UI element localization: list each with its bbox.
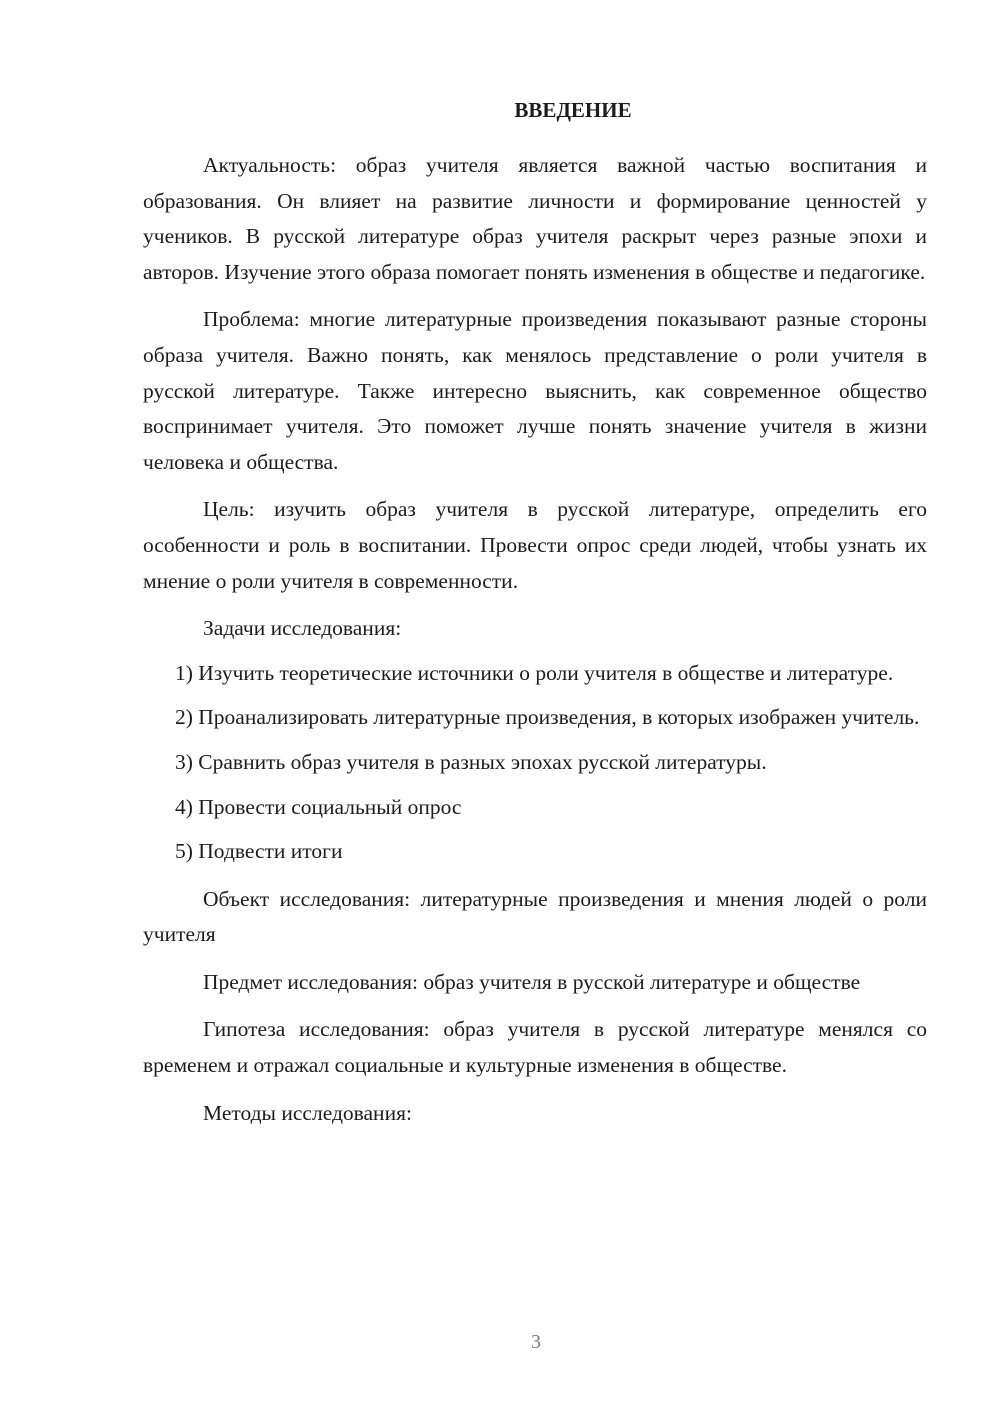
paragraph-object: Объект исследования: литературные произведения и мнения людей о роли учителя: [143, 886, 927, 947]
task-item-3: 3) Сравнить образ учителя в разных эпохах русской литературы.: [175, 749, 767, 774]
paragraph-subject: Предмет исследования: образ учителя в русской литературе и обществе: [203, 969, 861, 994]
page-title: ВВЕДЕНИЕ: [514, 98, 632, 122]
task-item-2: 2) Проанализировать литературные произведения, в которых изображен учитель.: [175, 705, 920, 730]
tasks-heading: Задачи исследования:: [203, 616, 402, 641]
paragraph-hypothesis: Гипотеза исследования: образ учителя в русской литературе менялся со временем и отражал социальные и культурные изменения в обществе.: [143, 1017, 927, 1078]
methods-heading: Методы исследования:: [203, 1100, 412, 1125]
paragraph-relevance: Актуальность: образ учителя является важной частью воспитания и образования. Он влияет на развитие личности и формирование ценностей у учеников. В русской литературе образ учителя раскрыт через разные эпохи и авторов. Изучение этого образа помогает понять изменения в обществе и педагогике.: [143, 153, 927, 284]
paragraph-goal: Цель: изучить образ учителя в русской литературе, определить его особенности и роль в воспитании. Провести опрос среди людей, чтобы узнать их мнение о роли учителя в современности.: [143, 497, 927, 593]
page-content: [143, 92, 927, 1131]
task-item-1: 1) Изучить теоретические источники о роли учителя в обществе и литературе.: [175, 660, 894, 685]
task-item-5: 5) Подвести итоги: [175, 839, 343, 864]
page-number: 3: [531, 1331, 541, 1353]
paragraph-problem: Проблема: многие литературные произведения показывают разные стороны образа учителя. Важно понять, как менялось представление о роли учителя в русской литературе. Также интересно выяснить, как современное общество воспринимает учителя. Это поможет лучше понять значение учителя в жизни человека и общества.: [143, 307, 927, 474]
task-item-4: 4) Провести социальный опрос: [175, 794, 462, 819]
